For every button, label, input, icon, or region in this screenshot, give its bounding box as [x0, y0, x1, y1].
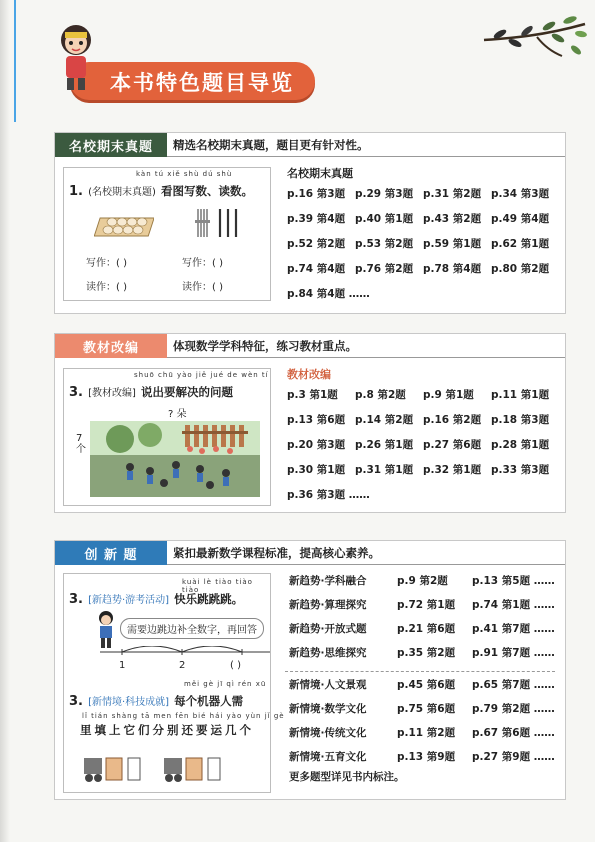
- pinyin: shuō chū yào jiě jué de wèn tí: [134, 371, 269, 379]
- refs-title: 教材改编: [287, 368, 331, 381]
- question-text: 每个机器人需: [174, 694, 244, 708]
- section-header: [55, 133, 565, 157]
- number-blank: ( ): [230, 660, 241, 671]
- trend-row: [289, 573, 555, 588]
- trend-ref: p.79 第2题 ……: [472, 703, 555, 715]
- section-label: 创 新 题: [55, 541, 167, 565]
- question-tag: [新情境·科技成就]: [88, 697, 170, 708]
- ref-item: p.20 第3题: [287, 439, 346, 451]
- ref-item: p.49 第4题: [491, 213, 550, 225]
- trend-label: 新情境·五育文化: [289, 751, 367, 763]
- refs-title: 名校期末真题: [287, 167, 353, 180]
- section-textbook: [54, 333, 566, 513]
- trend-ref: p.9 第2题: [397, 575, 448, 587]
- question-line: [69, 690, 243, 709]
- pinyin: kuài lè tiào tiào tiào: [182, 578, 253, 594]
- trend-ref: p.11 第2题: [397, 727, 456, 739]
- trend-row: [289, 677, 555, 692]
- trend-ref: p.27 第9题 ……: [472, 751, 555, 763]
- section-exam: [54, 132, 566, 314]
- ref-item: p.39 第4题: [287, 213, 346, 225]
- number-2: 2: [179, 660, 186, 671]
- trend-ref: p.67 第6题 ……: [472, 727, 555, 739]
- trend-ref: p.72 第1题: [397, 599, 456, 611]
- boy-icon: [96, 610, 116, 650]
- ref-item: p.8 第2题: [355, 389, 406, 401]
- section-description: 紧扣最新数学课程标准，提高核心素养。: [173, 546, 380, 560]
- trend-ref: p.91 第7题 ……: [472, 647, 555, 659]
- ref-item: p.59 第1题: [423, 238, 482, 250]
- pinyin: lǐ tián shàng tā men fēn bié hái yào yùn jǐ gè: [82, 712, 285, 720]
- ref-item: p.74 第4题: [287, 263, 346, 275]
- write-blank-2: 写作：( ): [182, 258, 223, 269]
- trend-ref: p.65 第7题 ……: [472, 679, 555, 691]
- ref-item: p.76 第2题: [355, 263, 414, 275]
- section-label: 名校期末真题: [55, 133, 167, 157]
- ref-item: p.14 第2题: [355, 414, 414, 426]
- pinyin: měi gè jī qì rén xū: [184, 680, 267, 688]
- trend-ref: p.45 第6题: [397, 679, 456, 691]
- trend-label: 新情境·人文景观: [289, 679, 367, 691]
- reference-list: [287, 387, 559, 502]
- question-number: 3.: [69, 694, 83, 709]
- speech-bubble: 需要边跳边补全数字，再回答: [120, 618, 264, 639]
- ref-item: p.43 第2题: [423, 213, 482, 225]
- branch-decoration-icon: [482, 12, 587, 64]
- question-line: [69, 381, 233, 400]
- divider: [285, 671, 555, 672]
- question-tag: [教材改编]: [88, 388, 136, 399]
- section-innovation: [54, 540, 566, 800]
- divider: [167, 156, 565, 157]
- question-number: 3.: [69, 385, 83, 400]
- trend-ref: p.75 第6题: [397, 703, 456, 715]
- ref-item: p.80 第2题: [491, 263, 550, 275]
- stick-bundles-icon: [192, 206, 242, 240]
- title-banner: [70, 62, 315, 100]
- question-number: 3.: [69, 592, 83, 607]
- trend-row: [289, 597, 555, 612]
- ref-item: p.78 第4题: [423, 263, 482, 275]
- ref-item: p.29 第3题: [355, 188, 414, 200]
- trend-row: [289, 749, 555, 764]
- question-text: 看图写数、读数。: [160, 184, 253, 198]
- trend-label: 新趋势·开放式题: [289, 623, 367, 635]
- trend-ref: p.21 第6题: [397, 623, 456, 635]
- read-blank-2: 读作：( ): [182, 282, 223, 293]
- question-tag: (名校期末真题): [88, 187, 156, 198]
- ref-item: p.62 第1题: [491, 238, 550, 250]
- question-text: 快乐跳跳跳。: [174, 592, 244, 606]
- ref-item: p.28 第1题: [491, 439, 550, 451]
- page-title: 本书特色题目导览: [110, 71, 294, 95]
- write-blank-1: 写作：( ): [86, 258, 127, 269]
- footnote: 更多题型详见书内标注。: [289, 771, 405, 783]
- trend-ref: p.13 第9题: [397, 751, 456, 763]
- ref-item: p.26 第1题: [355, 439, 414, 451]
- ref-item: p.52 第2题: [287, 238, 346, 250]
- ref-item: p.40 第1题: [355, 213, 414, 225]
- section-label: 教材改编: [55, 334, 167, 358]
- question-number: 1.: [69, 184, 83, 199]
- ref-item: p.3 第1题: [287, 389, 338, 401]
- margin-line: [14, 0, 16, 122]
- number-1: 1: [119, 660, 126, 671]
- question-line: [69, 180, 253, 199]
- trend-label: 新趋势·算理探究: [289, 599, 367, 611]
- trend-ref: p.74 第1题 ……: [472, 599, 555, 611]
- ref-item: p.84 第4题 ……: [287, 288, 370, 300]
- trend-label: 新情境·数学文化: [289, 703, 367, 715]
- example-question: [63, 167, 271, 301]
- divider: [167, 564, 565, 565]
- ref-item: p.27 第6题: [423, 439, 482, 451]
- ref-item: p.33 第3题: [491, 464, 550, 476]
- ref-item: p.34 第3题: [491, 188, 550, 200]
- trend-row: [289, 701, 555, 716]
- ref-item: p.11 第1题: [491, 389, 550, 401]
- ref-item: p.9 第1题: [423, 389, 474, 401]
- trend-label: 新趋势·学科融合: [289, 575, 367, 587]
- park-scene-icon: [90, 421, 260, 497]
- example-question: [63, 368, 271, 506]
- trend-ref: p.35 第2题: [397, 647, 456, 659]
- ref-item: p.32 第1题: [423, 464, 482, 476]
- trend-ref: p.41 第7题 ……: [472, 623, 555, 635]
- ref-item: p.16 第3题: [287, 188, 346, 200]
- trend-ref: p.13 第5题 ……: [472, 575, 555, 587]
- question-text: 说出要解决的问题: [140, 385, 233, 399]
- question-text-line2: 里填上它们分别还要运几个: [80, 723, 254, 737]
- ref-item: p.36 第3题 ……: [287, 489, 370, 501]
- trend-row: [289, 725, 555, 740]
- seven-label: 7 个: [76, 433, 86, 455]
- trend-label: 新情境·传统文化: [289, 727, 367, 739]
- flower-question: ? 朵: [168, 409, 187, 420]
- reference-list: [287, 186, 559, 301]
- section-header: [55, 334, 565, 358]
- trend-row: [289, 645, 555, 660]
- robot-boxes-icon: [82, 746, 262, 786]
- ref-item: p.53 第2题: [355, 238, 414, 250]
- example-question-group: [63, 573, 285, 793]
- page-binding: [0, 0, 10, 842]
- section-header: [55, 541, 565, 565]
- read-blank-1: 读作：( ): [86, 282, 127, 293]
- ref-item: p.18 第3题: [491, 414, 550, 426]
- section-description: 体现数学学科特征，练习教材重点。: [173, 339, 357, 353]
- ref-item: p.31 第2题: [423, 188, 482, 200]
- ref-item: p.13 第6题: [287, 414, 346, 426]
- pinyin: kàn tú xiě shù dú shù: [136, 170, 233, 178]
- ref-item: p.31 第1题: [355, 464, 414, 476]
- ref-item: p.16 第2题: [423, 414, 482, 426]
- mascot-icon: [55, 22, 97, 92]
- egg-tray-icon: [94, 206, 154, 240]
- trend-label: 新趋势·思维探究: [289, 647, 367, 659]
- question-tag: [新趋势·游考活动]: [88, 595, 170, 606]
- ref-item: p.30 第1题: [287, 464, 346, 476]
- question-line: [69, 588, 243, 607]
- section-description: 精选名校期末真题，题目更有针对性。: [173, 138, 369, 152]
- divider: [167, 357, 565, 358]
- trend-row: [289, 621, 555, 636]
